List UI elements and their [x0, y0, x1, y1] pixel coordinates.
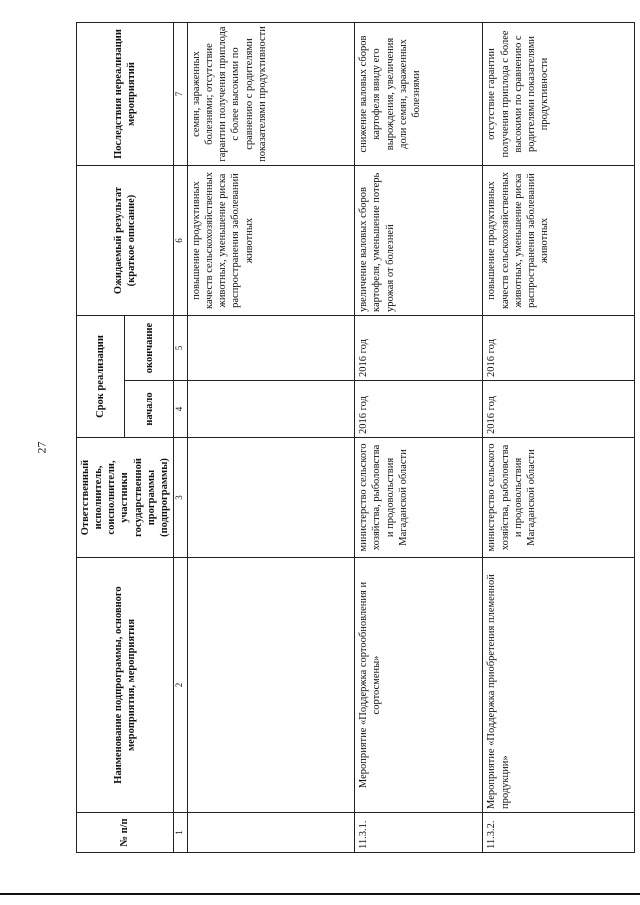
cell-responsible: министерство сельского хозяйства, рыболовства и продовольствия Магаданской области [483, 438, 634, 558]
cell-start: 2016 год [355, 381, 483, 438]
cell-start: 2016 год [483, 381, 634, 438]
header-end: окончание [125, 316, 173, 381]
header-start: начало [125, 381, 173, 438]
cell-name: Мероприятие «Поддержка приобретения племенной продукции» [483, 558, 634, 813]
table-row [188, 23, 355, 853]
column-number: 7 [173, 23, 187, 166]
cell-end: 2016 год [483, 316, 634, 381]
cell-num: 11.3.2. [483, 813, 634, 853]
page-number: 27 [34, 441, 49, 454]
cell-consequences: снижение валовых сборов картофеля ввиду его вырождения, увеличения доли семян, зараженных болезнями [355, 23, 483, 166]
column-number: 4 [173, 381, 187, 438]
table-row [355, 23, 483, 853]
header-name: Наименование подпрограммы, основного мероприятия, мероприятия [77, 558, 174, 813]
cell-end: 2016 год [355, 316, 483, 381]
column-numbers-row [173, 23, 187, 853]
footer-rule [0, 893, 640, 895]
header-term: Срок реализации [77, 316, 125, 438]
header-num: № п/п [77, 813, 174, 853]
header-responsible: Ответственный исполнитель, соисполнители, участники государственной программы (подпрограммы) [77, 438, 174, 558]
cell-consequences: отсутствие гарантии получения приплода с более высокими по сравнению с родителями показателями продуктивности [483, 23, 634, 166]
cell-result: повышение продуктивных качеств сельскохозяйственных животных, уменьшение риска распространения заболеваний животных [188, 166, 355, 316]
column-number: 1 [173, 813, 187, 853]
header-consequences: Последствия нереализации мероприятий [77, 23, 174, 166]
column-number: 5 [173, 316, 187, 381]
cell-result: увеличение валовых сборов картофеля, уменьшение потерь урожая от болезней [355, 166, 483, 316]
cell-start [188, 381, 355, 438]
column-number: 3 [173, 438, 187, 558]
cell-name: Мероприятие «Поддержка сортообновления и сортосмены» [355, 558, 483, 813]
cell-name [188, 558, 355, 813]
measures-table [76, 22, 635, 853]
table-row [483, 23, 634, 853]
cell-result: повышение продуктивных качеств сельскохозяйственных животных, уменьшение риска распространения заболеваний животных [483, 166, 634, 316]
cell-consequences: семян, зараженных болезнями; отсутствие гарантии получения приплода с более высокими по сравнению с родителями показателями продуктивности [188, 23, 355, 166]
column-number: 6 [173, 166, 187, 316]
cell-end [188, 316, 355, 381]
cell-responsible: министерство сельского хозяйства, рыболовства и продовольствия Магаданской области [355, 438, 483, 558]
header-result: Ожидаемый результат (краткое описание) [77, 166, 174, 316]
cell-num: 11.3.1. [355, 813, 483, 853]
cell-num [188, 813, 355, 853]
cell-responsible [188, 438, 355, 558]
rotated-table-container [76, 23, 574, 853]
column-number: 2 [173, 558, 187, 813]
